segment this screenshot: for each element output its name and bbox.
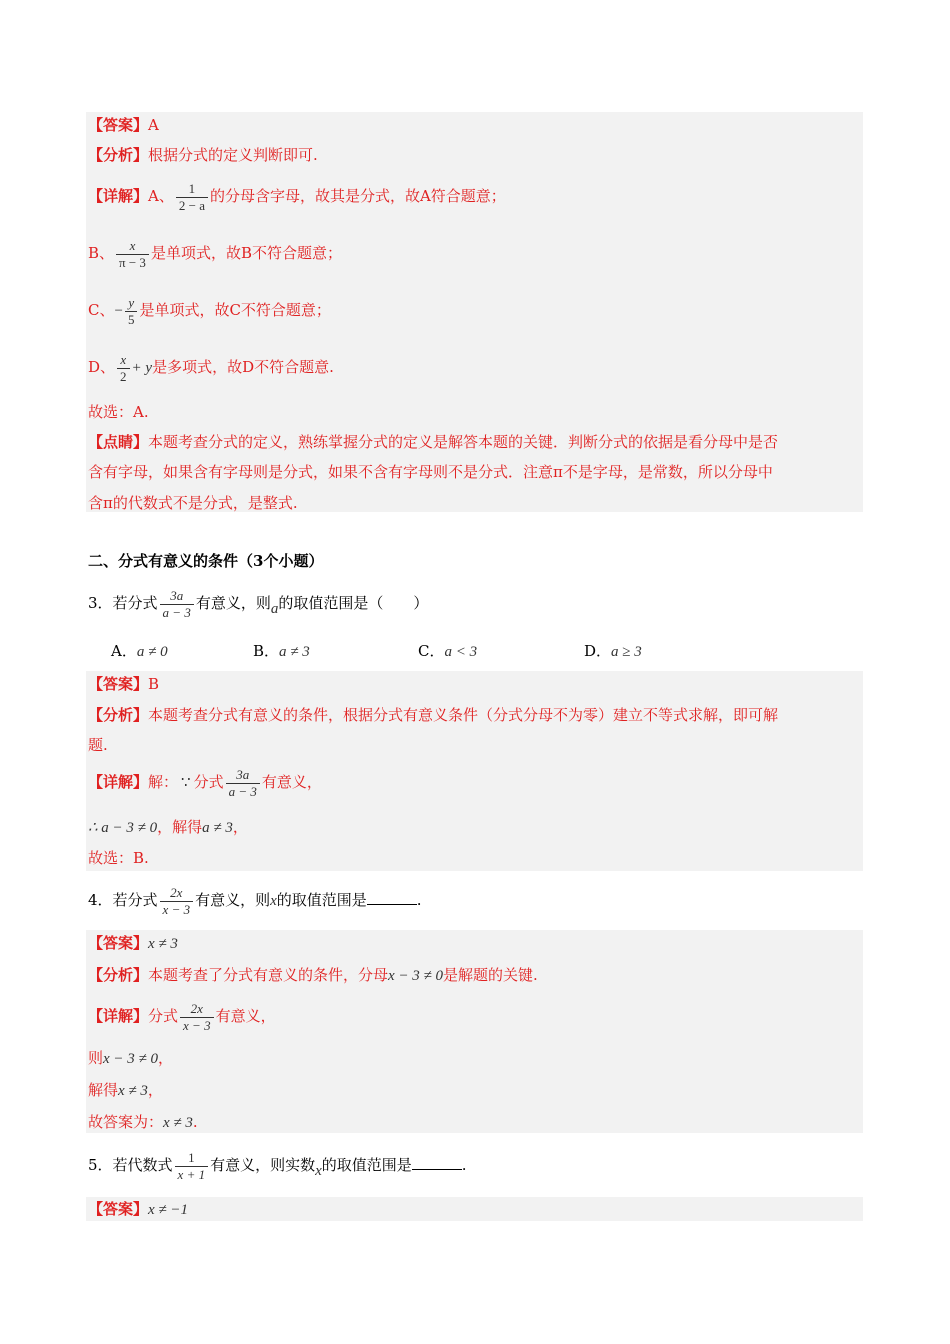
detail-tag: 【详解】	[88, 1007, 149, 1025]
numerator: 1	[176, 182, 208, 198]
denominator: 5	[127, 311, 135, 327]
option-label: B、	[88, 244, 115, 262]
numerator	[117, 353, 130, 369]
fraction	[180, 1002, 214, 1033]
option-label: D、	[88, 358, 116, 376]
answer-tag: 【答案】	[88, 116, 149, 134]
var: 3a	[236, 766, 250, 782]
denominator	[180, 1018, 214, 1033]
math-expression: x ≠ 3	[163, 1115, 193, 1131]
option-label: D．	[584, 642, 612, 660]
q3-option-c	[418, 640, 477, 661]
analysis-text: 是解题的关键.	[443, 966, 538, 984]
option-value: a ≥ 3	[611, 644, 642, 660]
option-value: a ≠ 0	[136, 644, 168, 660]
q3-option-b	[253, 640, 310, 661]
choose-text: 故选：A.	[88, 403, 149, 421]
fraction	[226, 768, 260, 799]
answer-value: B	[148, 675, 160, 693]
q4-detail-3	[88, 1080, 163, 1101]
detail-text: 则	[88, 1049, 104, 1067]
analysis-text: 题.	[88, 736, 108, 754]
q3-detail-1	[88, 764, 322, 801]
fraction	[117, 353, 130, 384]
var: x	[120, 351, 127, 367]
detail-text: 是多项式，故D不符合题意.	[152, 358, 334, 376]
detail-text: .	[192, 1113, 198, 1131]
q2-answer	[88, 115, 159, 135]
q2-detail-a	[88, 178, 506, 214]
stem-text: 有意义，则	[195, 594, 271, 612]
analysis-text: 根据分式的定义判断即可.	[148, 146, 318, 164]
numerator	[160, 589, 194, 605]
q3-analysis-2	[88, 735, 108, 755]
section-title	[88, 551, 323, 571]
answer-value: x ≠ 3	[148, 936, 178, 952]
detail-text: ，解得	[157, 818, 203, 836]
detail-text: ，	[147, 1081, 163, 1099]
denominator	[160, 605, 194, 620]
q4-detail-1	[88, 998, 276, 1034]
q2-detail-d	[88, 349, 334, 386]
answer-tag: 【答案】	[88, 934, 149, 952]
q3-answer	[88, 674, 159, 694]
q4-stem	[88, 882, 422, 919]
math-expression: a ≠ 3	[202, 820, 233, 836]
numerator	[125, 296, 138, 312]
fraction	[116, 239, 149, 270]
option-label: B．	[253, 642, 280, 660]
q2-detail-b	[88, 235, 342, 271]
math-expression: x − 3 ≠ 0	[103, 1051, 159, 1067]
detail-text: ，	[232, 818, 248, 836]
answer-tag: 【答案】	[88, 1200, 149, 1218]
math-expression: ∴ a − 3 ≠ 0	[88, 820, 158, 836]
denominator	[175, 1167, 209, 1182]
fraction	[160, 886, 194, 917]
denominator: 2	[120, 368, 127, 384]
analysis-text: 本题考查了分式有意义的条件，分母	[148, 966, 389, 984]
q3-stem	[88, 585, 428, 622]
stem-text: 有意义，则实数	[210, 1156, 316, 1174]
math-expression: x ≠ 3	[118, 1083, 148, 1099]
var: 3a	[170, 587, 184, 603]
math-expression: x − 3 ≠ 0	[388, 968, 444, 984]
denominator: π − 3	[119, 254, 146, 270]
q2-comment-2	[88, 462, 773, 482]
q2-analysis	[88, 145, 318, 165]
stem-text: 的取值范围是	[276, 891, 367, 909]
analysis-tag: 【分析】	[88, 706, 149, 724]
q3-analysis-1	[88, 705, 778, 725]
denominator: 2 − a	[178, 197, 205, 213]
q3-option-a	[111, 640, 168, 661]
var: 2x	[170, 884, 183, 900]
minus-sign: −	[114, 303, 123, 319]
section-title-text: 二、分式有意义的条件（3个小题）	[88, 552, 324, 570]
var: x − 3	[183, 1017, 211, 1033]
q4-detail-2	[88, 1048, 173, 1069]
option-value: a < 3	[444, 644, 478, 660]
detail-text: 解：	[148, 773, 179, 791]
stem-text: 4．若分式	[88, 891, 158, 909]
var: x	[129, 237, 136, 253]
q4-detail-4	[88, 1112, 198, 1133]
because-symbol: ∵	[181, 775, 191, 791]
answer-value: x ≠ −1	[148, 1202, 189, 1218]
detail-text: 有意义，	[261, 773, 322, 791]
answer-blank[interactable]	[412, 1155, 462, 1170]
option-label: A．	[111, 642, 137, 660]
comment-text: 本题考查分式的定义，熟练掌握分式的定义是解答本题的关键．判断分式的依据是看分母中是否	[148, 433, 779, 451]
var: x + 1	[177, 1166, 206, 1182]
stem-text: 3．若分式	[88, 594, 158, 612]
var: a − 3	[162, 604, 191, 620]
q2-comment-1	[88, 432, 778, 452]
detail-tag: 【详解】	[88, 773, 149, 791]
analysis-text: 本题考查分式有意义的条件，根据分式有意义条件（分式分母不为零）建立不等式求解，即可解	[148, 706, 779, 724]
detail-tag: 【详解】	[88, 187, 149, 205]
fraction	[175, 1151, 209, 1182]
option-label: C、	[88, 301, 115, 319]
fraction	[160, 589, 194, 620]
q2-comment-3	[88, 493, 298, 513]
comment-text: 含π的代数式不是分式，是整式.	[88, 494, 298, 512]
answer-value: A	[148, 116, 159, 134]
variable: x	[270, 893, 277, 909]
stem-text: 有意义，则	[195, 891, 271, 909]
math-term: + y	[131, 360, 153, 376]
variable: a	[270, 601, 279, 617]
answer-blank[interactable]	[367, 890, 417, 905]
numerator	[160, 886, 194, 902]
q2-choose	[88, 402, 149, 422]
option-label: C．	[418, 642, 445, 660]
comment-tag: 【点睛】	[88, 433, 149, 451]
q5-answer	[88, 1199, 188, 1220]
stem-text: .	[461, 1156, 467, 1174]
stem-text: 5．若代数式	[88, 1156, 173, 1174]
var: x − 3	[162, 901, 191, 917]
detail-text: 解得	[88, 1081, 119, 1099]
analysis-tag: 【分析】	[88, 966, 149, 984]
detail-text: 是单项式，故C不符合题意；	[139, 301, 331, 319]
q4-answer	[88, 933, 178, 954]
detail-text: 是单项式，故B不符合题意；	[150, 244, 342, 262]
q3-detail-2	[88, 817, 248, 838]
choose-text: 故选：B.	[88, 849, 149, 867]
q5-stem	[88, 1147, 467, 1184]
detail-text: 有意义，	[215, 1007, 276, 1025]
detail-text: ，	[158, 1049, 174, 1067]
option-value: a ≠ 3	[279, 644, 310, 660]
stem-text: 的取值范围是	[321, 1156, 412, 1174]
option-label: A、	[148, 187, 174, 205]
q3-choose	[88, 848, 149, 868]
variable: x	[315, 1163, 322, 1179]
detail-text: 的分母含字母，故其是分式，故A符合题意；	[209, 187, 506, 205]
stem-text: 的取值范围是（ ）	[278, 594, 429, 612]
var: a − 3	[228, 783, 257, 799]
numerator	[116, 239, 149, 255]
fraction	[176, 182, 208, 213]
q2-detail-c	[88, 292, 331, 329]
numerator	[226, 768, 260, 784]
stem-text: .	[416, 891, 422, 909]
detail-text: 故答案为：	[88, 1113, 164, 1131]
denominator	[226, 784, 260, 799]
analysis-tag: 【分析】	[88, 146, 149, 164]
denominator	[160, 902, 194, 917]
q3-option-d	[584, 640, 642, 661]
answer-tag: 【答案】	[88, 675, 149, 693]
detail-text: 分式	[193, 773, 224, 791]
q5-solution-box	[86, 1197, 863, 1221]
comment-text: 含有字母，如果含有字母则是分式，如果不含有字母则不是分式．注意π不是字母，是常数，所以分母中	[88, 463, 773, 481]
var: y	[128, 294, 135, 310]
var: 2x	[190, 1000, 203, 1016]
q4-analysis	[88, 965, 538, 986]
numerator: 1	[175, 1151, 209, 1167]
numerator	[180, 1002, 214, 1018]
fraction	[125, 296, 138, 327]
detail-text: 分式	[148, 1007, 179, 1025]
